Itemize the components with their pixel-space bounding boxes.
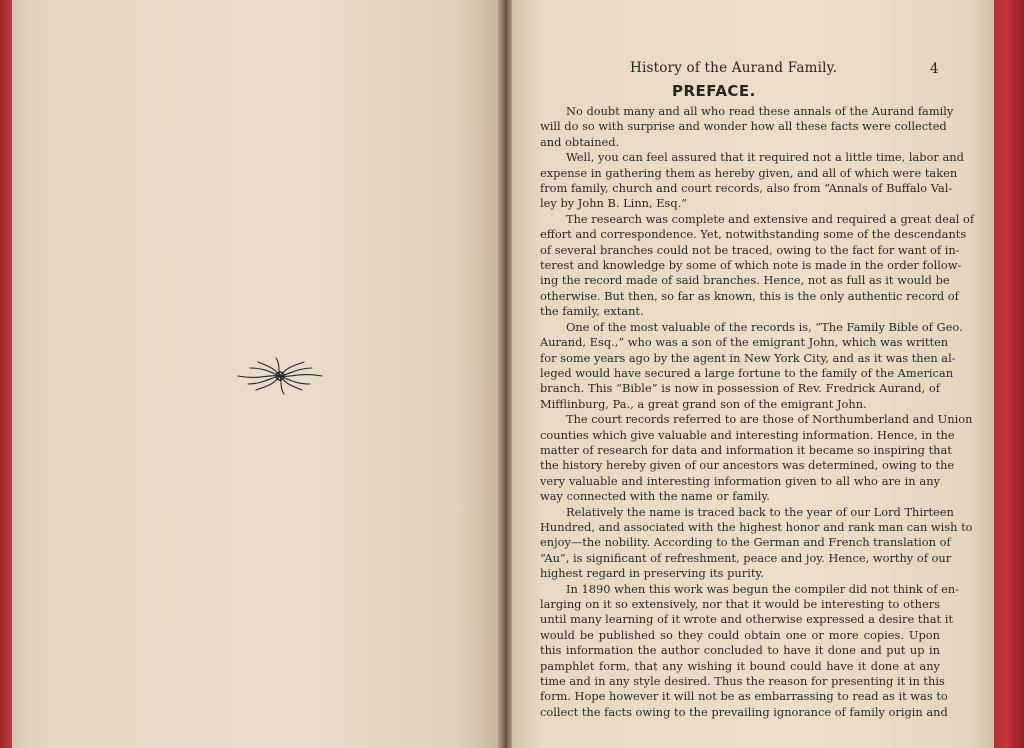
text-line: the history hereby given of our ancestors was determined, owing to the	[540, 458, 955, 473]
text-line: “Au”, is significant of refreshment, peace and joy. Hence, worthy of our	[540, 550, 952, 565]
text-line: time and in any style desired. Thus the reason for presenting it in this	[540, 674, 945, 689]
text-line: would be published so they could obtain one or more copies. Upon	[540, 627, 940, 642]
text-line: One of the most valuable of the records is, “The Family Bible of Geo.	[566, 319, 963, 334]
text-line: Hundred, and associated with the highest honor and rank man can wish to	[540, 519, 973, 534]
text-line: until many learning of it wrote and otherwise expressed a desire that it	[540, 612, 953, 627]
text-line: otherwise. But then, so far as known, this is the only authentic record of	[540, 288, 959, 303]
book-cover-edge-left	[0, 0, 12, 748]
text-line: The court records referred to are those of Northumberland and Union	[566, 412, 973, 427]
text-line: larging on it so extensively, nor that it would be interesting to others	[540, 597, 940, 611]
text-line: pamphlet form, that any wishing it bound could have it done at any	[540, 658, 940, 673]
text-line: very valuable and interesting information given to all who are in any	[540, 473, 940, 488]
page-number: 4	[930, 61, 939, 77]
text-line: Aurand, Esq.,” who was a son of the emigrant John, which was written	[540, 335, 949, 350]
text-line: Mifflinburg, Pa., a great grand son of the emigrant John.	[540, 396, 867, 411]
running-head-title: History of the Aurand Family.	[630, 60, 838, 76]
text-line: effort and correspondence. Yet, notwithstanding some of the descendants	[540, 227, 967, 242]
preface-heading: PREFACE.	[672, 82, 756, 100]
text-line: highest regard in preserving its purity.	[540, 566, 764, 581]
text-line: matter of research for data and information it became so inspiring that	[540, 442, 952, 457]
text-line: and obtained.	[540, 134, 620, 149]
text-line: ley by John B. Linn, Esq.”	[540, 196, 688, 211]
book-cover-edge-right	[994, 0, 1024, 748]
text-line: of several branches could not be traced, owing to the fact for want of in-	[540, 242, 960, 257]
sunburst-ornament-icon	[234, 356, 326, 396]
text-line: The research was complete and extensive and required a great deal of	[566, 211, 975, 226]
left-page	[12, 0, 498, 748]
text-line: No doubt many and all who read these annals of the Aurand family	[566, 104, 954, 118]
text-line: Well, you can feel assured that it required not a little time, labor and	[566, 150, 964, 165]
text-line: ing the record made of said branches. Hence, not as full as it would be	[540, 273, 950, 288]
text-line: Relatively the name is traced back to the year of our Lord Thirteen	[566, 504, 954, 519]
text-line: collect the facts owing to the prevailing ignorance of family origin and	[540, 704, 948, 719]
text-line: enjoy—the nobility. According to the German and French translation of	[540, 535, 951, 550]
text-line: branch. This “Bible” is now in possession of Rev. Fredrick Aurand, of	[540, 381, 940, 396]
text-line: expense in gathering them as hereby given, and all of which were taken	[540, 165, 958, 180]
text-line: from family, church and court records, also from “Annals of Buffalo Val-	[540, 181, 953, 196]
text-line: for some years ago by the agent in New York City, and as it was then al-	[540, 350, 956, 365]
text-line: In 1890 when this work was begun the compiler did not think of en-	[566, 581, 960, 596]
text-line: way connected with the name or family.	[540, 489, 770, 504]
text-line: counties which give valuable and interesting information. Hence, in the	[540, 427, 955, 442]
text-line: form. Hope however it will not be as embarrassing to read as it was to	[540, 689, 948, 704]
text-line: terest and knowledge by some of which note is made in the order follow-	[540, 258, 962, 273]
preface-body-text	[540, 104, 975, 720]
text-line: this information the author concluded to have it done and put up in	[540, 643, 940, 658]
book-gutter	[498, 0, 512, 748]
text-line: leged would have secured a large fortune to the family of the American	[540, 365, 954, 380]
text-line: the family, extant.	[540, 304, 644, 319]
text-line: will do so with surprise and wonder how all these facts were collected	[540, 119, 947, 134]
